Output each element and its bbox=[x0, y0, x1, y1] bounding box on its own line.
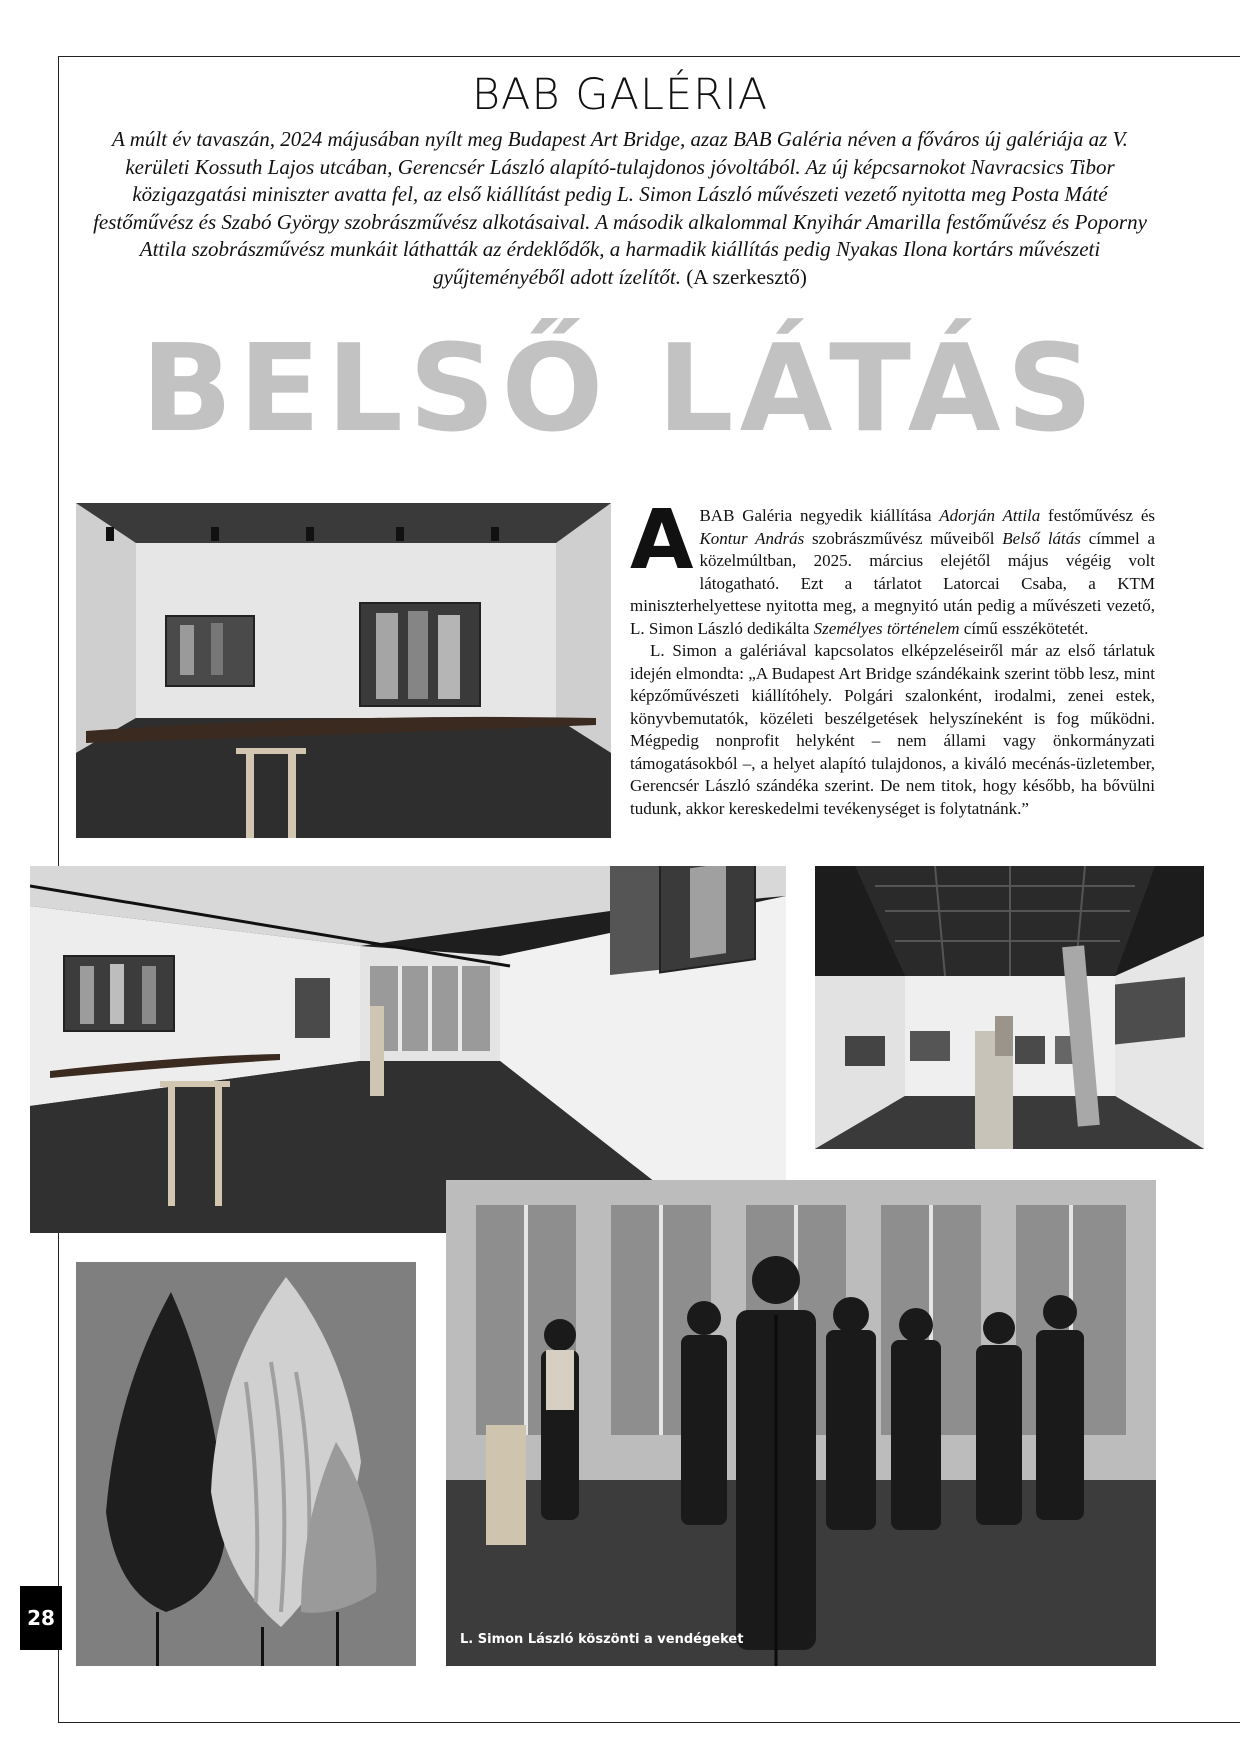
photo-gallery-interior-image bbox=[30, 866, 786, 1233]
frame-line-bottom bbox=[58, 1722, 1240, 1723]
headline: BELSŐ LÁTÁS bbox=[141, 320, 1099, 459]
photo-skylight-room bbox=[815, 866, 1204, 1149]
article-italic-run: Adorján Attila bbox=[939, 506, 1041, 525]
article-paragraph-1-text bbox=[630, 493, 1155, 638]
page-number: 28 bbox=[20, 1586, 62, 1650]
article-paragraph-2: L. Simon a galériával kapcsolatos elképzeléseiről már az első tárlatuk idején elmondta: „A Budapest Art Bridge szándékaink szerint több lesz, mint képzőművészeti kiállítóhely. Polgári szalonként, irodalmi, zenei estek, könyvbemutatók, közéleti beszélgetések helyszíneként is fog működni. Mégpedig nonprofit helyként – nem állami vagy önkormányzati támogatásokból –, a helyet alapító tulajdonos, a kiváló mecénás-üzletember, Gerencsér László szándéka szerint. De nem titok, hogy később, ha bővülni tudunk, akkor kereskedelmi tevékenységet is folytatnánk.” bbox=[630, 641, 1155, 818]
article-italic-run: Személyes történelem bbox=[813, 618, 960, 638]
photo-opening-speech bbox=[446, 1180, 1156, 1666]
frame-line-top bbox=[58, 56, 1240, 57]
lead-signature: (A szerkesztő) bbox=[686, 264, 807, 289]
lead-text: A múlt év tavaszán, 2024 májusában nyílt meg Budapest Art Bridge, azaz BAB Galéria néven a főváros új galériája az V. kerületi Kossuth Lajos utcában, Gerencsér László alapító-tulajdonos jóvoltából. Az új képcsarnokot Navracsics Tibor közigazgatási miniszter avatta fel, az első kiállítást pedig L. Simon László művészeti vezető nyitotta meg Posta Máté festőművész és Szabó György szobrászművész alkotásaival. A második alkalommal Knyihár Amarilla festőművész és Poporny Attila szobrászművész munkáit láthatták az érdeklődők, a harmadik kiállítás pedig Nyakas Ilona kortárs művészeti gyűjteményéből adott ízelítőt. bbox=[93, 127, 1147, 289]
article-italic-run: Belső látás bbox=[1002, 528, 1081, 548]
article-paragraph-1 bbox=[630, 493, 1155, 640]
photo-gallery-wall bbox=[76, 503, 611, 838]
photo-gallery-wall-image bbox=[76, 503, 611, 838]
photo-caption: L. Simon László köszönti a vendégeket bbox=[460, 1632, 744, 1647]
article-text-run: címmel a közelmúltban, 2025. március elejétől május végéig volt látogatható. Ezt a tárlatot Latorcai Csaba, a KTM miniszterhelyettese nyitotta meg, a megnyitó után pedig a művészeti vezető, L. Simon László dedikálta bbox=[630, 528, 1155, 638]
article-text-run: festőművész és bbox=[1040, 506, 1155, 525]
photo-skylight-room-image bbox=[815, 866, 1204, 1149]
article-text-run: szobrászművész műveiből bbox=[804, 528, 1003, 548]
section-title: BAB GALÉRIA bbox=[471, 70, 769, 120]
article-body bbox=[630, 493, 1155, 820]
drop-cap: A bbox=[630, 493, 694, 588]
photo-stone-sculptures bbox=[76, 1262, 416, 1666]
photo-gallery-interior bbox=[30, 866, 786, 1233]
lead-paragraph bbox=[80, 126, 1160, 291]
article-italic-run: Kontur András bbox=[699, 528, 805, 548]
photo-opening-speech-image bbox=[446, 1180, 1156, 1666]
photo-stone-sculptures-image bbox=[76, 1262, 416, 1666]
article-text-run: című esszékötetét. bbox=[959, 618, 1089, 638]
article-text-run: BAB Galéria negyedik kiállítása bbox=[699, 506, 940, 525]
